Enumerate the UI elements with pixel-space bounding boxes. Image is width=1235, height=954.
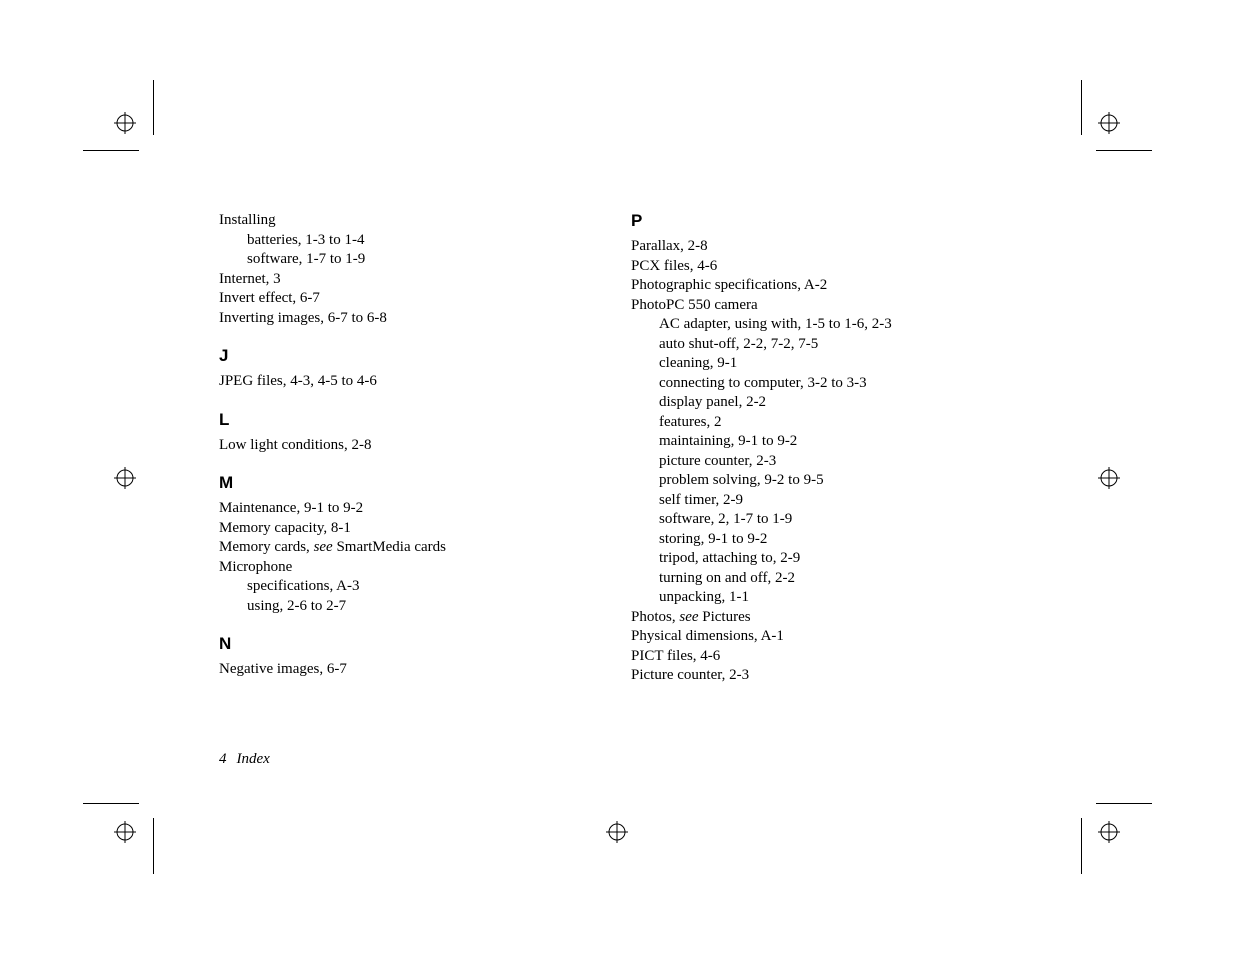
registration-crosshair-icon [1098, 821, 1120, 843]
see-target: Pictures [698, 608, 751, 625]
index-entry: PCX files, 4-6 [631, 257, 718, 274]
index-column-left [219, 211, 599, 680]
crop-mark-line [153, 818, 154, 874]
index-column-right [631, 211, 1051, 686]
index-entry: Low light conditions, 2-8 [219, 436, 372, 453]
index-subentry: storing, 9-1 to 9-2 [659, 530, 768, 547]
index-entry: Parallax, 2-8 [631, 238, 708, 254]
crop-mark-line [83, 803, 139, 804]
index-entry: Microphone [219, 558, 293, 575]
index-subentry: cleaning, 9-1 [659, 355, 738, 371]
index-entry: Memory capacity, 8-1 [219, 519, 351, 536]
crop-mark-line [1081, 80, 1082, 135]
index-subentry: tripod, attaching to, 2-9 [659, 550, 801, 566]
index-letter-heading: N [219, 634, 232, 653]
index-letter-heading: P [631, 211, 643, 230]
index-subentry: unpacking, 1-1 [659, 589, 749, 605]
index-subentry: batteries, 1-3 to 1-4 [247, 231, 365, 248]
page-number: 4 [219, 751, 227, 767]
index-subentry: software, 2, 1-7 to 1-9 [659, 511, 793, 527]
index-subentry: maintaining, 9-1 to 9-2 [659, 433, 798, 449]
registration-crosshair-icon [114, 467, 136, 489]
index-subentry: self timer, 2-9 [659, 491, 743, 508]
index-letter-heading: L [219, 409, 230, 429]
index-entry: PhotoPC 550 camera [631, 296, 758, 313]
index-subentry: software, 1-7 to 1-9 [247, 251, 366, 267]
index-subentry: auto shut-off, 2-2, 7-2, 7-5 [659, 335, 819, 352]
see-target: SmartMedia cards [332, 539, 447, 555]
index-entry: JPEG files, 4-3, 4-5 to 4-6 [219, 373, 377, 389]
index-subentry: features, 2 [659, 413, 722, 430]
index-entry: Picture counter, 2-3 [631, 667, 750, 683]
index-entry: Inverting images, 6-7 to 6-8 [219, 309, 387, 326]
registration-crosshair-icon [606, 821, 628, 843]
index-subentry: specifications, A-3 [247, 578, 360, 594]
page-footer [219, 750, 270, 769]
registration-crosshair-icon [1098, 467, 1120, 489]
index-entry: PICT files, 4-6 [631, 647, 721, 664]
index-subentry: picture counter, 2-3 [659, 452, 777, 469]
crop-mark-line [153, 80, 154, 135]
index-subentry: using, 2-6 to 2-7 [247, 597, 347, 614]
index-entry: Invert effect, 6-7 [219, 290, 320, 306]
index-entry [219, 538, 599, 558]
section-name: Index [236, 751, 270, 767]
index-entry: Photographic specifications, A-2 [631, 277, 828, 293]
index-subentry: connecting to computer, 3-2 to 3-3 [659, 374, 867, 391]
index-entry [631, 608, 1051, 628]
index-entry: Installing [219, 212, 276, 228]
index-entry: Physical dimensions, A-1 [631, 628, 784, 644]
crop-mark-line [1081, 818, 1082, 874]
registration-crosshair-icon [114, 112, 136, 134]
index-subentry: problem solving, 9-2 to 9-5 [659, 472, 824, 488]
index-entry-text: Memory cards, [219, 539, 314, 555]
registration-crosshair-icon [1098, 112, 1120, 134]
crop-mark-line [1096, 150, 1152, 151]
see-reference: see [313, 539, 333, 555]
crop-mark-line [83, 150, 139, 151]
index-letter-heading: J [219, 346, 229, 365]
index-letter-heading: M [219, 473, 234, 492]
index-entry-text: Photos, [631, 608, 680, 625]
registration-crosshair-icon [114, 821, 136, 843]
index-entry: Maintenance, 9-1 to 9-2 [219, 500, 364, 516]
index-subentry: display panel, 2-2 [659, 394, 767, 410]
index-subentry: AC adapter, using with, 1-5 to 1-6, 2-3 [659, 316, 892, 332]
index-subentry: turning on and off, 2-2 [659, 569, 795, 586]
index-entry: Internet, 3 [219, 270, 281, 287]
index-entry: Negative images, 6-7 [219, 661, 347, 677]
see-reference: see [679, 608, 699, 625]
crop-mark-line [1096, 803, 1152, 804]
